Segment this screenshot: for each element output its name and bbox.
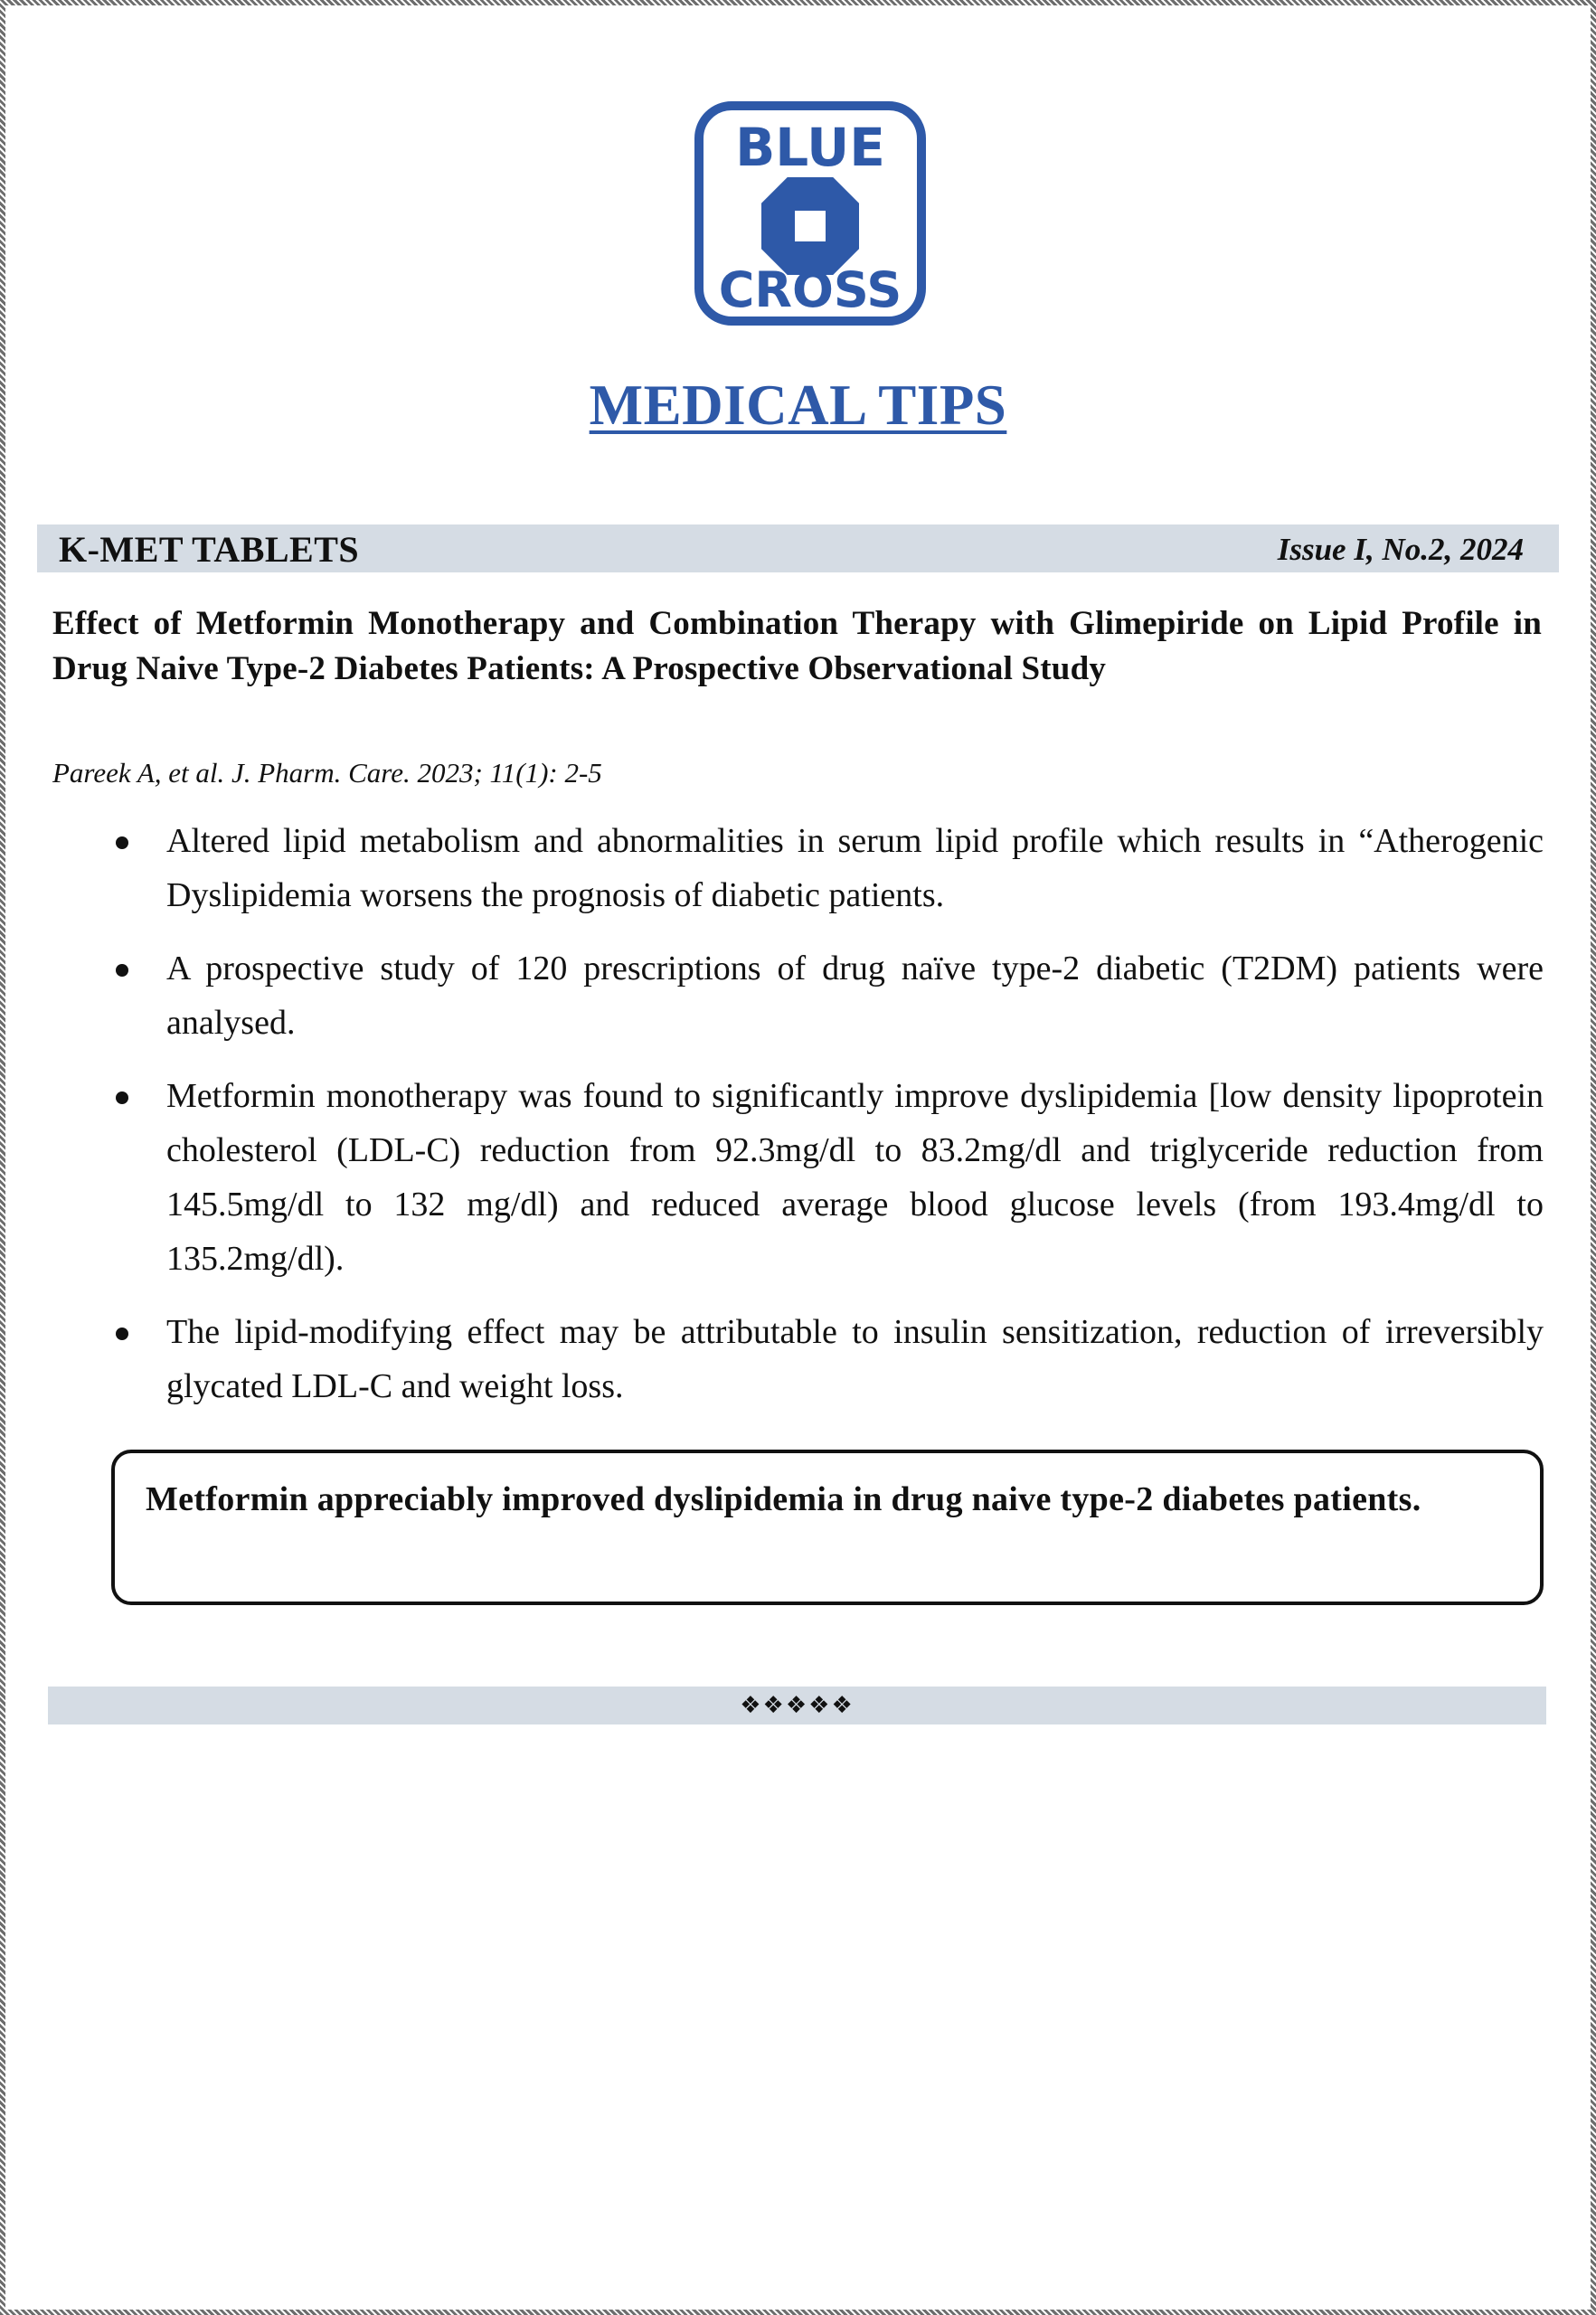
summary-box xyxy=(111,1450,1544,1605)
checkered-octagon-icon xyxy=(764,180,856,272)
bullet-icon xyxy=(116,1328,128,1340)
list-item xyxy=(109,1305,1544,1413)
header xyxy=(0,373,1596,439)
page-title: MEDICAL TIPS xyxy=(589,373,1007,437)
issue-label: Issue I, No.2, 2024 xyxy=(1277,532,1524,567)
article-title: Effect of Metformin Monotherapy and Combination Therapy with Glimepiride on Lipid Profile in Drug Naive Type-2 Diabetes Patients: A Prospective Observational Study xyxy=(52,605,1542,687)
list-item-text: The lipid-modifying effect may be attributable to insulin sensitization, reduction of irreversibly glycated LDL-C and weight loss. xyxy=(166,1313,1544,1405)
product-name: K-MET TABLETS xyxy=(59,529,360,570)
section-divider xyxy=(48,1687,1546,1724)
diamond-ornament-icon: ❖❖❖❖❖ xyxy=(740,1692,855,1719)
bullet-icon xyxy=(116,1091,128,1104)
bullet-list xyxy=(109,814,1544,1432)
list-item-text: Altered lipid metabolism and abnormalities in serum lipid profile which results in “Atherogenic Dyslipidemia worsens the prognosis of diabetic patients. xyxy=(166,822,1544,914)
bullet-icon xyxy=(116,836,128,849)
blue-cross-logo xyxy=(694,100,927,326)
logo-graphic xyxy=(694,100,927,326)
list-item-text: A prospective study of 120 prescriptions of drug naïve type-2 diabetic (T2DM) patients were analysed. xyxy=(166,950,1544,1042)
article-citation: Pareek A, et al. J. Pharm. Care. 2023; 11(1): 2-5 xyxy=(52,757,602,789)
banner xyxy=(37,524,1559,572)
list-item xyxy=(109,1069,1544,1286)
summary-text: Metformin appreciably improved dyslipidemia in drug naive type-2 diabetes patients. xyxy=(146,1480,1421,1518)
bullet-icon xyxy=(116,964,128,977)
list-item-text: Metformin monotherapy was found to significantly improve dyslipidemia [low density lipoprotein cholesterol (LDL-C) reduction from 92.3mg/dl to 83.2mg/dl and triglyceride reduction from 145.5mg/dl to 132 mg/dl) and reduced average blood glucose levels (from 193.4mg/dl to 135.2mg/dl). xyxy=(166,1077,1544,1278)
list-item xyxy=(109,941,1544,1050)
logo-text-bottom: CROSS xyxy=(718,261,902,318)
list-item xyxy=(109,814,1544,922)
logo-text-top: BLUE xyxy=(735,117,885,178)
